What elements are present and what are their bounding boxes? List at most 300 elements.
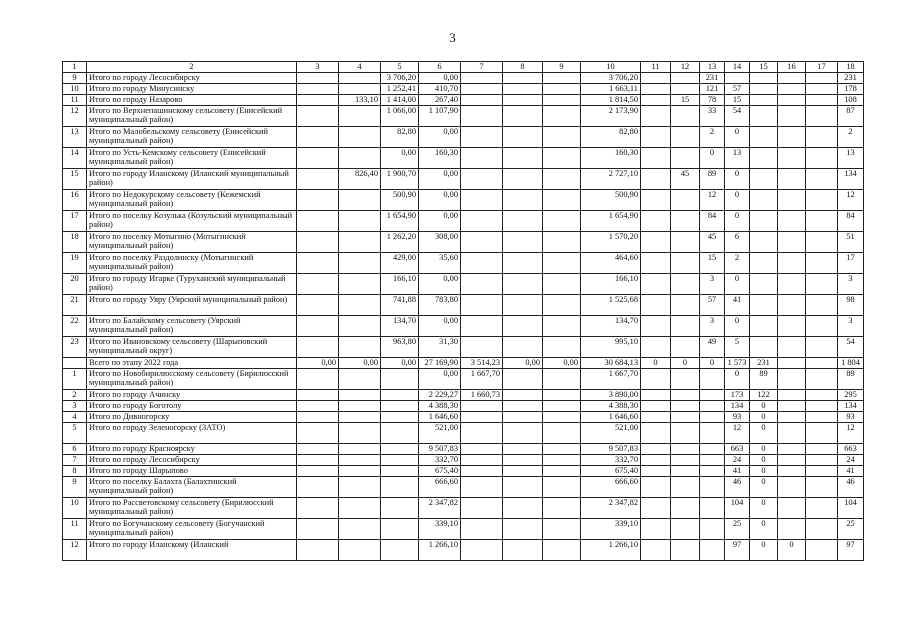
count-cell [778,232,806,253]
table-row [63,519,864,540]
count-cell [700,455,725,466]
count-cell [641,337,671,358]
count-cell: 0 [725,127,750,148]
amount-cell [503,540,543,561]
count-cell [671,84,700,95]
total-count-cell: 3 [838,316,864,337]
column-number-cell: 10 [581,62,641,73]
count-cell [641,390,671,401]
count-cell [641,444,671,455]
amount-cell [461,84,503,95]
amount-cell [461,169,503,190]
amount-cell: 1 107,90 [419,106,461,127]
amount-cell [297,444,339,455]
count-cell [806,169,838,190]
row-number-cell: 3 [63,401,87,412]
amount-cell [503,390,543,401]
table-row [63,169,864,190]
amount-cell: 2 347,82 [419,498,461,519]
row-number-cell: 16 [63,190,87,211]
count-cell [671,498,700,519]
amount-cell: 0,00 [419,211,461,232]
count-cell: 122 [750,390,778,401]
amount-cell: 2 347,82 [581,498,641,519]
count-cell [641,95,671,106]
amount-cell [503,253,543,274]
count-cell [641,498,671,519]
amount-cell [461,498,503,519]
count-cell: 54 [725,106,750,127]
count-cell [806,73,838,84]
territory-name-cell: Итого по Богучанскому сельсовету (Богучанский муниципальный район) [87,519,297,540]
count-cell: 12 [700,190,725,211]
amount-cell [381,498,419,519]
column-number-cell: 16 [778,62,806,73]
amount-cell [297,455,339,466]
count-cell: 0 [750,540,778,561]
total-count-cell: 1 804 [838,358,864,369]
count-cell [750,84,778,95]
count-cell [671,232,700,253]
count-cell [778,211,806,232]
amount-cell: 1 570,20 [581,232,641,253]
count-cell [778,127,806,148]
amount-cell [543,369,581,390]
amount-cell: 160,30 [419,148,461,169]
table-row [63,84,864,95]
amount-cell: 826,40 [339,169,381,190]
amount-cell [503,337,543,358]
amount-cell: 0,00 [297,358,339,369]
total-count-cell: 97 [838,540,864,561]
amount-cell: 0,00 [381,148,419,169]
count-cell [806,148,838,169]
amount-cell [503,169,543,190]
column-number-cell: 5 [381,62,419,73]
count-cell: 24 [725,455,750,466]
amount-cell [543,169,581,190]
count-cell [641,274,671,295]
column-number-cell: 8 [503,62,543,73]
total-count-cell: 12 [838,423,864,444]
territory-name-cell: Итого по городу Назарово [87,95,297,106]
amount-cell [543,95,581,106]
count-cell: 41 [725,295,750,316]
amount-cell [461,127,503,148]
amount-cell: 3 706,20 [381,73,419,84]
amount-cell [381,466,419,477]
count-cell [778,148,806,169]
amount-cell: 3 706,20 [581,73,641,84]
count-cell: 84 [700,211,725,232]
territory-name-cell: Итого по поселку Раздолинску (Мотыгинский муниципальный район) [87,253,297,274]
count-cell [806,466,838,477]
count-cell [700,369,725,390]
amount-cell [503,148,543,169]
amount-cell: 675,40 [419,466,461,477]
territory-name-cell: Итого по Недокурскому сельсовету (Кежемский муниципальный район) [87,190,297,211]
amount-cell [339,295,381,316]
count-cell [778,412,806,423]
amount-cell [297,106,339,127]
amount-cell [461,444,503,455]
amount-cell [297,498,339,519]
amount-cell [381,390,419,401]
amount-cell [339,412,381,423]
count-cell [806,190,838,211]
count-cell [806,253,838,274]
count-cell [806,127,838,148]
count-cell [778,295,806,316]
table-row [63,106,864,127]
amount-cell [297,274,339,295]
count-cell: 0 [778,540,806,561]
amount-cell [339,477,381,498]
amount-cell: 1 414,00 [381,95,419,106]
amount-cell: 134,70 [381,316,419,337]
count-cell [700,477,725,498]
amount-cell: 666,60 [581,477,641,498]
amount-cell [543,73,581,84]
table-row [63,274,864,295]
amount-cell [461,190,503,211]
count-cell [806,412,838,423]
amount-cell [339,190,381,211]
row-number-cell: 7 [63,455,87,466]
amount-cell: 82,80 [581,127,641,148]
count-cell [778,337,806,358]
amount-cell: 410,70 [419,84,461,95]
amount-cell: 675,40 [581,466,641,477]
amount-cell [297,466,339,477]
amount-cell [503,466,543,477]
count-cell [806,423,838,444]
count-cell [641,84,671,95]
amount-cell: 332,70 [419,455,461,466]
amount-cell: 9 507,83 [581,444,641,455]
amount-cell: 1 660,73 [461,390,503,401]
territory-name-cell: Итого по городу Уяру (Уярский муниципальный район) [87,295,297,316]
amount-cell [339,423,381,444]
amount-cell [339,519,381,540]
count-cell [700,444,725,455]
amount-cell [339,84,381,95]
table-row [63,148,864,169]
amount-cell [543,295,581,316]
territory-name-cell: Итого по поселку Мотыгино (Мотыгинский муниципальный район) [87,232,297,253]
territory-name-cell: Итого по городу Зеленогорску (ЗАТО) [87,423,297,444]
count-cell [750,337,778,358]
count-cell [806,106,838,127]
amount-cell [339,455,381,466]
amount-cell: 27 169,90 [419,358,461,369]
count-cell: 25 [725,519,750,540]
amount-cell [339,211,381,232]
table-row [63,477,864,498]
count-cell: 0 [671,358,700,369]
territory-name-cell: Итого по Рассветовскому сельсовету (Бирилюсский муниципальный район) [87,498,297,519]
count-cell: 0 [725,211,750,232]
amount-cell [297,190,339,211]
amount-cell [297,401,339,412]
amount-cell: 1 667,70 [581,369,641,390]
count-cell [778,498,806,519]
amount-cell [381,412,419,423]
count-cell: 89 [750,369,778,390]
amount-cell [297,95,339,106]
amount-cell [297,211,339,232]
count-cell [671,73,700,84]
count-cell [671,540,700,561]
amount-cell [381,423,419,444]
amount-cell [503,232,543,253]
amount-cell [339,106,381,127]
amount-cell: 963,80 [381,337,419,358]
amount-cell [543,498,581,519]
table-row [63,127,864,148]
count-cell: 0 [750,466,778,477]
amount-cell: 339,10 [419,519,461,540]
amount-cell [381,519,419,540]
amount-cell: 1 646,60 [419,412,461,423]
amount-cell [381,477,419,498]
amount-cell [503,369,543,390]
table-row [63,316,864,337]
amount-cell: 1 663,11 [581,84,641,95]
amount-cell [543,455,581,466]
count-cell [806,274,838,295]
amount-cell [461,401,503,412]
count-cell [671,477,700,498]
amount-cell [381,540,419,561]
count-cell [806,390,838,401]
count-cell: 1 573 [725,358,750,369]
count-cell [806,498,838,519]
amount-cell [461,148,503,169]
amount-cell [339,444,381,455]
amount-cell: 0,00 [419,190,461,211]
column-number-cell: 17 [806,62,838,73]
count-cell: 5 [725,337,750,358]
count-cell [671,316,700,337]
amount-cell [339,390,381,401]
amount-cell [503,73,543,84]
territory-name-cell: Итого по поселку Балахта (Балахтинский муниципальный район) [87,477,297,498]
amount-cell [339,127,381,148]
amount-cell [297,390,339,401]
count-cell [778,84,806,95]
column-number-cell: 11 [641,62,671,73]
row-number-cell: 10 [63,498,87,519]
count-cell [778,477,806,498]
table-row [63,423,864,444]
amount-cell: 995,10 [581,337,641,358]
amount-cell [381,369,419,390]
amount-cell [461,95,503,106]
count-cell [806,401,838,412]
count-cell [806,84,838,95]
amount-cell [339,401,381,412]
amount-cell: 166,10 [381,274,419,295]
amount-cell: 0,00 [543,358,581,369]
row-number-cell: 23 [63,337,87,358]
territory-name-cell: Итого по городу Ачинску [87,390,297,401]
count-cell [806,211,838,232]
count-cell [778,95,806,106]
count-cell [700,498,725,519]
amount-cell: 133,10 [339,95,381,106]
amount-cell: 500,90 [381,190,419,211]
row-number-cell: 4 [63,412,87,423]
total-count-cell: 93 [838,412,864,423]
amount-cell [503,316,543,337]
count-cell [778,390,806,401]
count-cell: 15 [671,95,700,106]
count-cell [641,73,671,84]
amount-cell: 0,00 [419,169,461,190]
amount-cell [339,337,381,358]
total-count-cell: 3 [838,274,864,295]
table-row [63,444,864,455]
amount-cell: 339,10 [581,519,641,540]
count-cell: 0 [750,498,778,519]
amount-cell [543,84,581,95]
count-cell [700,466,725,477]
count-cell [641,455,671,466]
count-cell: 41 [725,466,750,477]
amount-cell: 0,00 [419,73,461,84]
amount-cell: 429,00 [381,253,419,274]
amount-cell [297,337,339,358]
report-table [62,61,864,561]
amount-cell [503,444,543,455]
amount-cell: 332,70 [581,455,641,466]
amount-cell [461,232,503,253]
count-cell: 0 [750,423,778,444]
column-number-cell: 18 [838,62,864,73]
count-cell: 45 [671,169,700,190]
amount-cell [339,148,381,169]
territory-name-cell: Итого по Дивногорску [87,412,297,423]
total-count-cell: 108 [838,95,864,106]
count-cell: 15 [700,253,725,274]
amount-cell [503,106,543,127]
count-cell: 0 [750,519,778,540]
count-cell: 6 [725,232,750,253]
amount-cell [543,148,581,169]
territory-name-cell: Итого по городу Минусинску [87,84,297,95]
amount-cell [543,232,581,253]
total-count-cell: 663 [838,444,864,455]
count-cell [671,369,700,390]
amount-cell [461,316,503,337]
count-cell [806,358,838,369]
count-cell: 78 [700,95,725,106]
amount-cell [543,423,581,444]
amount-cell: 1 252,41 [381,84,419,95]
row-number-cell: 22 [63,316,87,337]
row-number-cell: 18 [63,232,87,253]
total-count-cell: 12 [838,190,864,211]
total-count-cell: 46 [838,477,864,498]
amount-cell: 160,30 [581,148,641,169]
total-count-cell: 51 [838,232,864,253]
count-cell [700,519,725,540]
table-row [63,455,864,466]
count-cell [778,423,806,444]
count-cell [641,477,671,498]
total-count-cell: 98 [838,295,864,316]
row-number-cell [63,358,87,369]
total-count-cell: 134 [838,401,864,412]
count-cell [750,73,778,84]
amount-cell [503,274,543,295]
amount-cell [503,423,543,444]
count-cell: 15 [725,95,750,106]
count-cell [806,455,838,466]
amount-cell [503,519,543,540]
row-number-cell: 20 [63,274,87,295]
count-cell [778,455,806,466]
amount-cell: 1 646,60 [581,412,641,423]
amount-cell [503,190,543,211]
row-number-cell: 12 [63,106,87,127]
amount-cell [461,106,503,127]
amount-cell [503,211,543,232]
amount-cell: 1 900,70 [381,169,419,190]
total-count-cell: 295 [838,390,864,401]
count-cell [641,148,671,169]
column-number-cell: 9 [543,62,581,73]
table-row [63,466,864,477]
amount-cell [297,232,339,253]
amount-cell: 0,00 [503,358,543,369]
count-cell [750,295,778,316]
row-number-cell: 9 [63,477,87,498]
count-cell [641,466,671,477]
count-cell [750,232,778,253]
count-cell: 0 [750,412,778,423]
amount-cell [543,444,581,455]
count-cell: 231 [700,73,725,84]
amount-cell: 1 262,20 [381,232,419,253]
amount-cell [461,253,503,274]
count-cell: 0 [750,401,778,412]
count-cell: 121 [700,84,725,95]
total-count-cell: 25 [838,519,864,540]
total-count-cell: 84 [838,211,864,232]
amount-cell [503,498,543,519]
table-row [63,358,864,369]
amount-cell: 1 654,90 [581,211,641,232]
count-cell [778,519,806,540]
count-cell: 0 [750,444,778,455]
count-cell: 0 [750,455,778,466]
amount-cell: 1 525,68 [581,295,641,316]
count-cell [700,401,725,412]
total-count-cell: 54 [838,337,864,358]
column-number-cell: 3 [297,62,339,73]
table-row [63,498,864,519]
count-cell: 33 [700,106,725,127]
amount-cell: 1 667,70 [461,369,503,390]
amount-cell: 30 684,13 [581,358,641,369]
territory-name-cell: Итого по городу Игарке (Туруханский муниципальный район) [87,274,297,295]
amount-cell [297,423,339,444]
column-number-cell: 13 [700,62,725,73]
count-cell [750,106,778,127]
amount-cell [461,423,503,444]
